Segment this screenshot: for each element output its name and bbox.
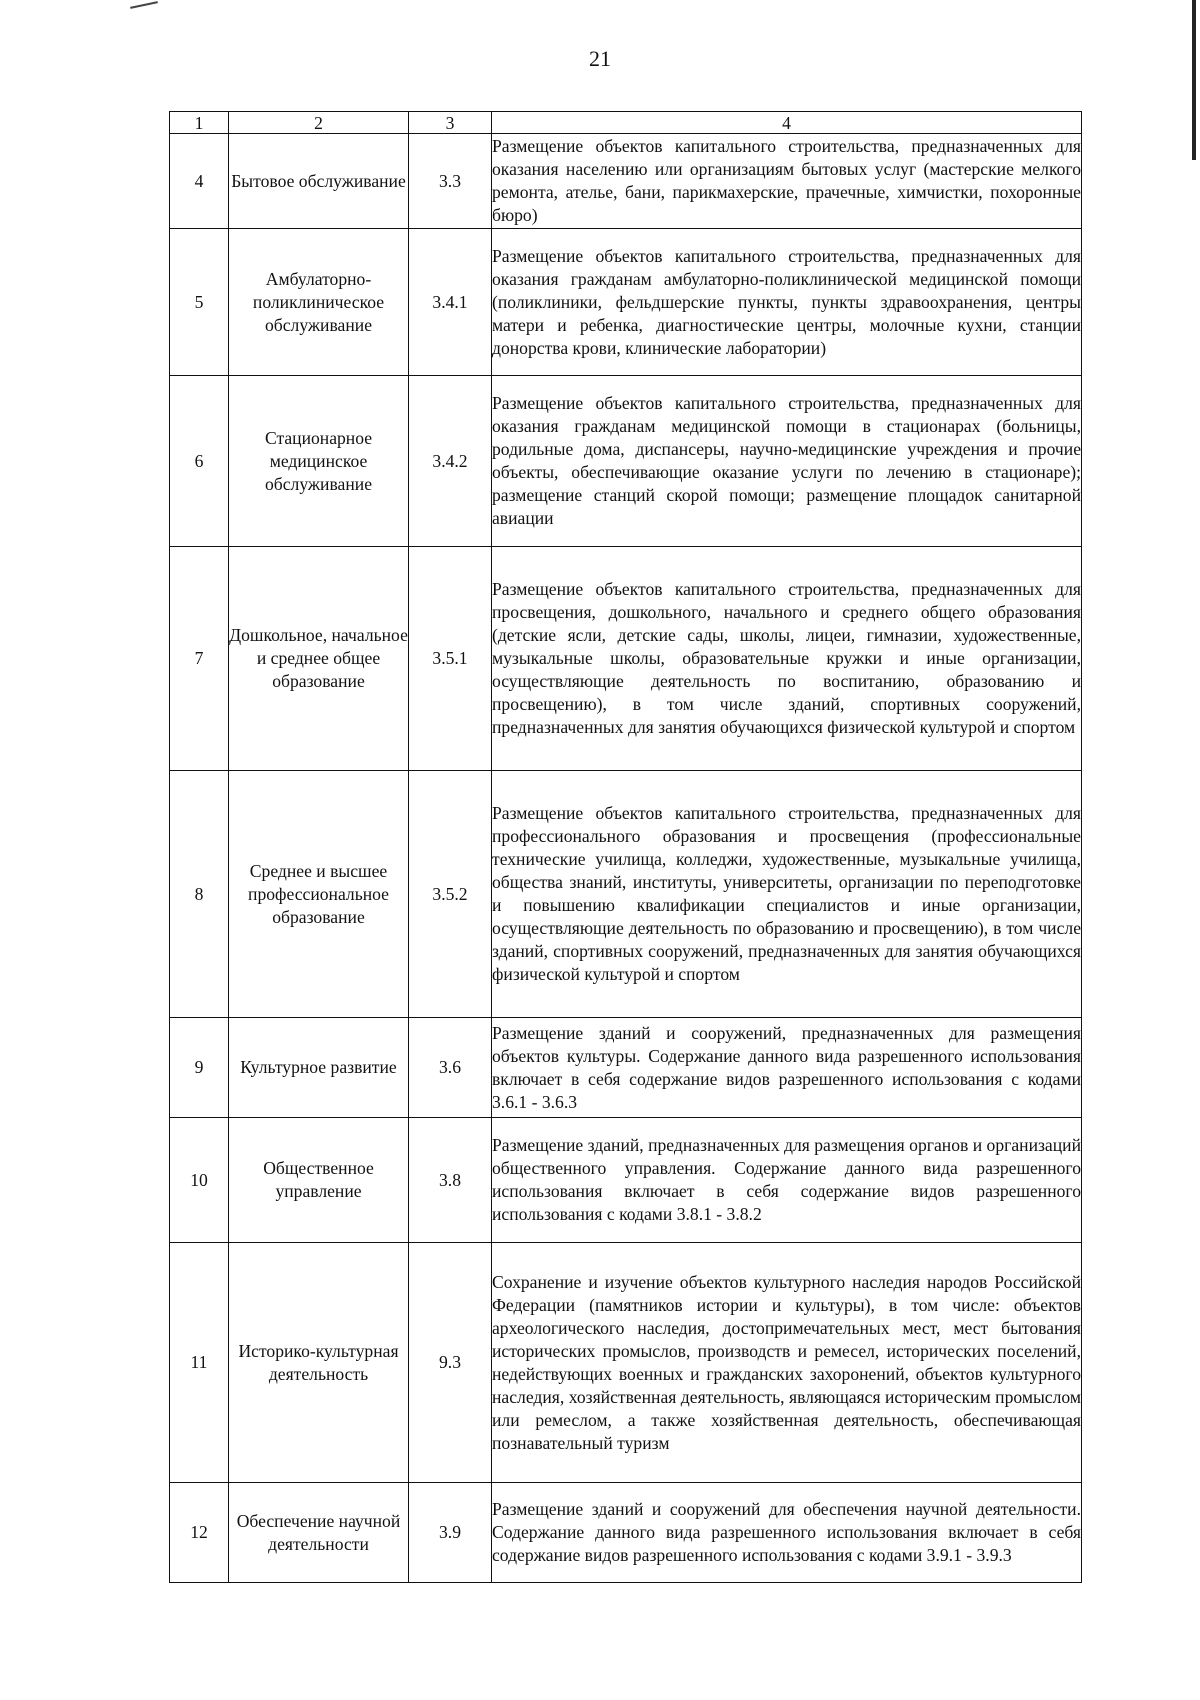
use-type-name: Амбулаторно-поликлиническое обслуживание [229,229,409,376]
table-row [170,1118,1082,1243]
use-type-name: Культурное развитие [229,1018,409,1118]
use-type-code: 3.4.2 [409,376,492,547]
use-type-description: Размещение зданий и сооружений, предназначенных для размещения объектов культуры. Содержание данного вида разрешенного использования включает в себя содержание видов разрешенного использования с кодами 3.6.1 - 3.6.3 [492,1018,1082,1118]
use-type-name: Среднее и высшее профессиональное образование [229,771,409,1018]
use-type-code: 9.3 [409,1243,492,1483]
column-header: 1 [170,112,229,134]
table-row [170,376,1082,547]
page-number: 21 [589,46,611,71]
row-number: 11 [170,1243,229,1483]
use-type-code: 3.9 [409,1483,492,1583]
use-type-description: Размещение объектов капитального строительства, предназначенных для просвещения, дошкольного, начального и среднего общего образования (детские ясли, детские сады, школы, лицеи, гимназии, художественные, музыкальные школы, образовательные кружки и иные организации, осуществляющие деятельность по воспитанию, образованию и просвещению), в том числе зданий, спортивных сооружений, предназначенных для занятия обучающихся физической культурой и спортом [492,547,1082,771]
use-type-description: Размещение зданий, предназначенных для размещения органов и организаций общественного управления. Содержание данного вида разрешенного использования включает в себя содержание видов разрешенного использования с кодами 3.8.1 - 3.8.2 [492,1118,1082,1243]
use-type-code: 3.4.1 [409,229,492,376]
table-row [170,1243,1082,1483]
table-row [170,229,1082,376]
use-type-description: Размещение объектов капитального строительства, предназначенных для оказания гражданам амбулаторно-поликлинической медицинской помощи (поликлиники, фельдшерские пункты, пункты здравоохранения, центры матери и ребенка, диагностические центры, молочные кухни, станции донорства крови, клинические лаборатории) [492,229,1082,376]
use-type-code: 3.5.2 [409,771,492,1018]
land-use-table [169,111,1082,1583]
scan-artifact-mark [130,1,158,9]
row-number: 5 [170,229,229,376]
table-row [170,1018,1082,1118]
row-number: 6 [170,376,229,547]
row-number: 12 [170,1483,229,1583]
use-type-name: Обеспечение научной деятельности [229,1483,409,1583]
row-number: 10 [170,1118,229,1243]
use-type-description: Сохранение и изучение объектов культурного наследия народов Российской Федерации (памятников истории и культуры), в том числе: объектов археологического наследия, достопримечательных мест, мест бытования исторических промыслов, производств и ремесел, исторических поселений, недействующих военных и гражданских захоронений, объектов культурного наследия, хозяйственная деятельность, являющаяся историческим промыслом или ремеслом, а также хозяйственная деятельность, обеспечивающая познавательный туризм [492,1243,1082,1483]
row-number: 7 [170,547,229,771]
table-row [170,134,1082,229]
row-number: 9 [170,1018,229,1118]
header-row [170,112,1082,134]
use-type-name: Бытовое обслуживание [229,134,409,229]
use-type-name: Историко-культурная деятельность [229,1243,409,1483]
use-type-code: 3.8 [409,1118,492,1243]
column-header: 2 [229,112,409,134]
row-number: 8 [170,771,229,1018]
use-type-name: Общественное управление [229,1118,409,1243]
table-row [170,771,1082,1018]
use-type-code: 3.6 [409,1018,492,1118]
use-type-code: 3.3 [409,134,492,229]
use-type-name: Дошкольное, начальное и среднее общее образование [229,547,409,771]
use-type-name: Стационарное медицинское обслуживание [229,376,409,547]
column-header: 3 [409,112,492,134]
use-type-description: Размещение объектов капитального строительства, предназначенных для профессионального образования и просвещения (профессиональные технические училища, колледжи, художественные, музыкальные училища, общества знаний, институты, университеты, организации по переподготовке и повышению квалификации специалистов и иные организации, осуществляющие деятельность по образованию и просвещению), в том числе зданий, спортивных сооружений, предназначенных для занятия обучающихся физической культурой и спортом [492,771,1082,1018]
row-number: 4 [170,134,229,229]
use-type-description: Размещение объектов капитального строительства, предназначенных для оказания гражданам медицинской помощи в стационарах (больницы, родильные дома, диспансеры, научно-медицинские учреждения и прочие объекты, обеспечивающие оказание услуги по лечению в стационаре); размещение станций скорой помощи; размещение площадок санитарной авиации [492,376,1082,547]
use-type-description: Размещение объектов капитального строительства, предназначенных для оказания населению или организациям бытовых услуг (мастерские мелкого ремонта, ателье, бани, парикмахерские, прачечные, химчистки, похоронные бюро) [492,134,1082,229]
column-header: 4 [492,112,1082,134]
use-type-description: Размещение зданий и сооружений для обеспечения научной деятельности. Содержание данного вида разрешенного использования включает в себя содержание видов разрешенного использования с кодами 3.9.1 - 3.9.3 [492,1483,1082,1583]
table-row [170,1483,1082,1583]
scan-edge-shadow [1192,0,1196,160]
use-type-code: 3.5.1 [409,547,492,771]
table-row [170,547,1082,771]
